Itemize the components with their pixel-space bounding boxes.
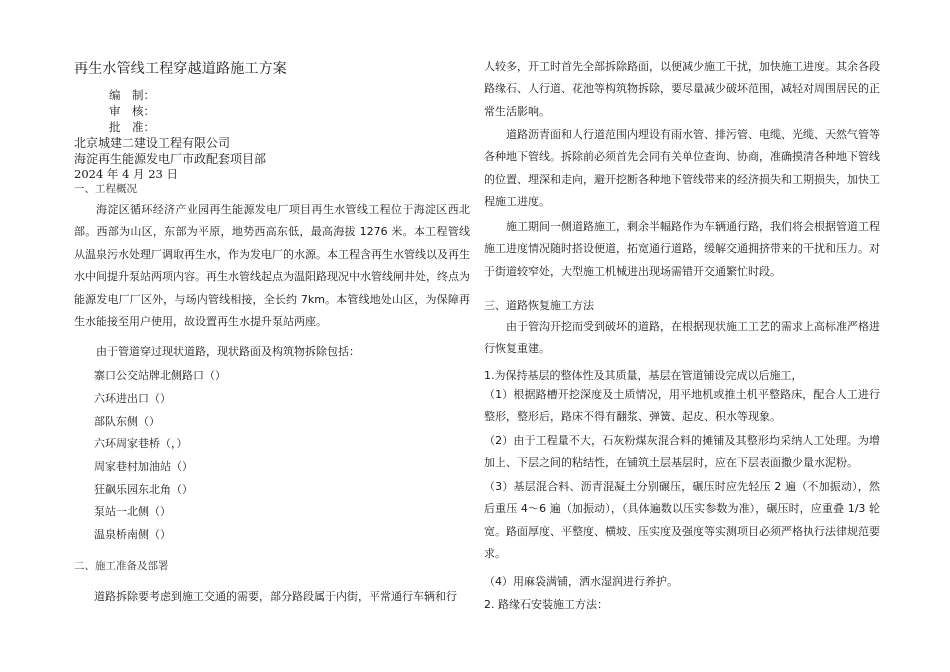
section1-paragraph1: 海淀区循环经济产业园再生能源发电厂项目再生水管线工程位于海淀区西北部。西部为山区，东部为平原，地势西高东低，最高海拔 1276 米。本工程管线从温泉污水处理厂调取再生水，作为发电厂的水源。本工程含再生水管线以及再生水中间提升泵站两项内容。再生水管线起点为温阳路现况中水管线闸井处，终点为能源发电厂厂区外，与场内管线相接，全长约 7km。本管线地处山区，为保障再生水能接至用户使用，故设置再生水提升泵站两座。 <box>74 203 470 329</box>
document-date: 2024 年 4 月 23 日 <box>74 167 178 181</box>
section2-paragraph1-start: 道路拆除要考虑到施工交通的需要，部分路段属于内街，平常通行车辆和行 <box>94 590 457 603</box>
road-item: 部队东侧（） <box>94 415 160 428</box>
section2-heading: 二、施工准备及部署 <box>74 560 169 572</box>
section3-point3: （3）基层混合料、沥青混凝土分别碾压，碾压时应先轻压 2 遍（不加振动），然后重压 4～6 遍（加振动），（具体遍数以压实参数为准），碾压时，应重叠 1/3 轮宽。路面厚度、平整度、横坡、压实度及强度等实测项目必须严格执行法律规范要求。 <box>484 480 880 561</box>
road-item: 六环进出口（） <box>94 392 171 405</box>
road-item: 寨口公交站牌北侧路口（） <box>94 369 226 382</box>
sign-row-editor: 编 制： <box>109 88 155 102</box>
sign-row-approver: 批 准： <box>109 120 155 134</box>
section3-point4: （4）用麻袋满铺，洒水湿润进行养护。 <box>484 575 678 588</box>
section2-paragraph1-continued: 人较多，开工时首先全部拆除路面，以便减少施工干扰，加快施工进度。其余各段路缘石、人行道、花池等构筑物拆除，要尽量减少破坏范围，减轻对周围居民的正常生活影响。 <box>484 60 880 118</box>
section3-point1: （1）根据路槽开挖深度及土质情况，用平地机或推土机平整路床，配合人工进行整形，整形后，路床不得有翻浆、弹簧、起皮、积水等现象。 <box>484 388 880 424</box>
section3-point2: （2）由于工程量不大，石灰粉煤灰混合料的摊铺及其整形均采纳人工处理。为增加上、下层之间的粘结性，在铺筑土层基层时，应在下层表面撒少量水泥粉。 <box>484 434 880 470</box>
title-part1: 再生水管线工程 <box>74 61 174 77</box>
road-item: 周家巷村加油站（） <box>94 460 193 473</box>
document-title <box>74 58 287 78</box>
road-item: 六环周家巷桥（，） <box>94 437 188 450</box>
section2-paragraph3: 施工期间一侧道路施工，剩余半幅路作为车辆通行路，我们将会根据管道工程施工进度情况随时搭设便道，拓宽通行道路，缓解交通拥挤带来的干扰和压力。对于街道较窄处，大型施工机械进出现场需错开交通繁忙时段。 <box>484 220 880 278</box>
road-item: 泵站一北侧（） <box>94 505 171 518</box>
road-item: 狂飙乐园东北角（） <box>94 483 193 496</box>
company-name: 北京城建二建设工程有限公司 <box>74 136 231 150</box>
title-part2: 穿越道路施工方案 <box>173 61 288 77</box>
section1-heading: 一、工程概况 <box>74 183 137 195</box>
road-item: 温泉桥南侧（） <box>94 528 171 541</box>
section3-heading: 三、道路恢复施工方法 <box>484 299 594 312</box>
project-department: 海淀再生能源发电厂市政配套项目部 <box>74 152 267 166</box>
section3-paragraph1: 由于管沟开挖而受到破坏的道路，在根据现状施工工艺的需求上高标准严格进行恢复重建。 <box>484 320 880 356</box>
section3-subheading1: 1.为保持基层的整体性及其质量，基层在管道铺设完成以后施工， <box>484 369 803 382</box>
sign-row-reviewer: 审 核： <box>109 104 155 118</box>
section2-paragraph2: 道路沥青面和人行道范围内埋设有雨水管、排污管、电缆、光缆、天然气管等各种地下管线。拆除前必须首先会同有关单位查询、协商，准确摸清各种地下管线的位置、埋深和走向，避开挖断各种地下管线带来的经济损失和工期损失，加快工程施工进度。 <box>484 128 880 209</box>
section3-subheading2: 2. 路缘石安装施工方法： <box>484 598 608 611</box>
section1-paragraph2: 由于管道穿过现状道路，现状路面及构筑物拆除包括： <box>96 345 360 358</box>
